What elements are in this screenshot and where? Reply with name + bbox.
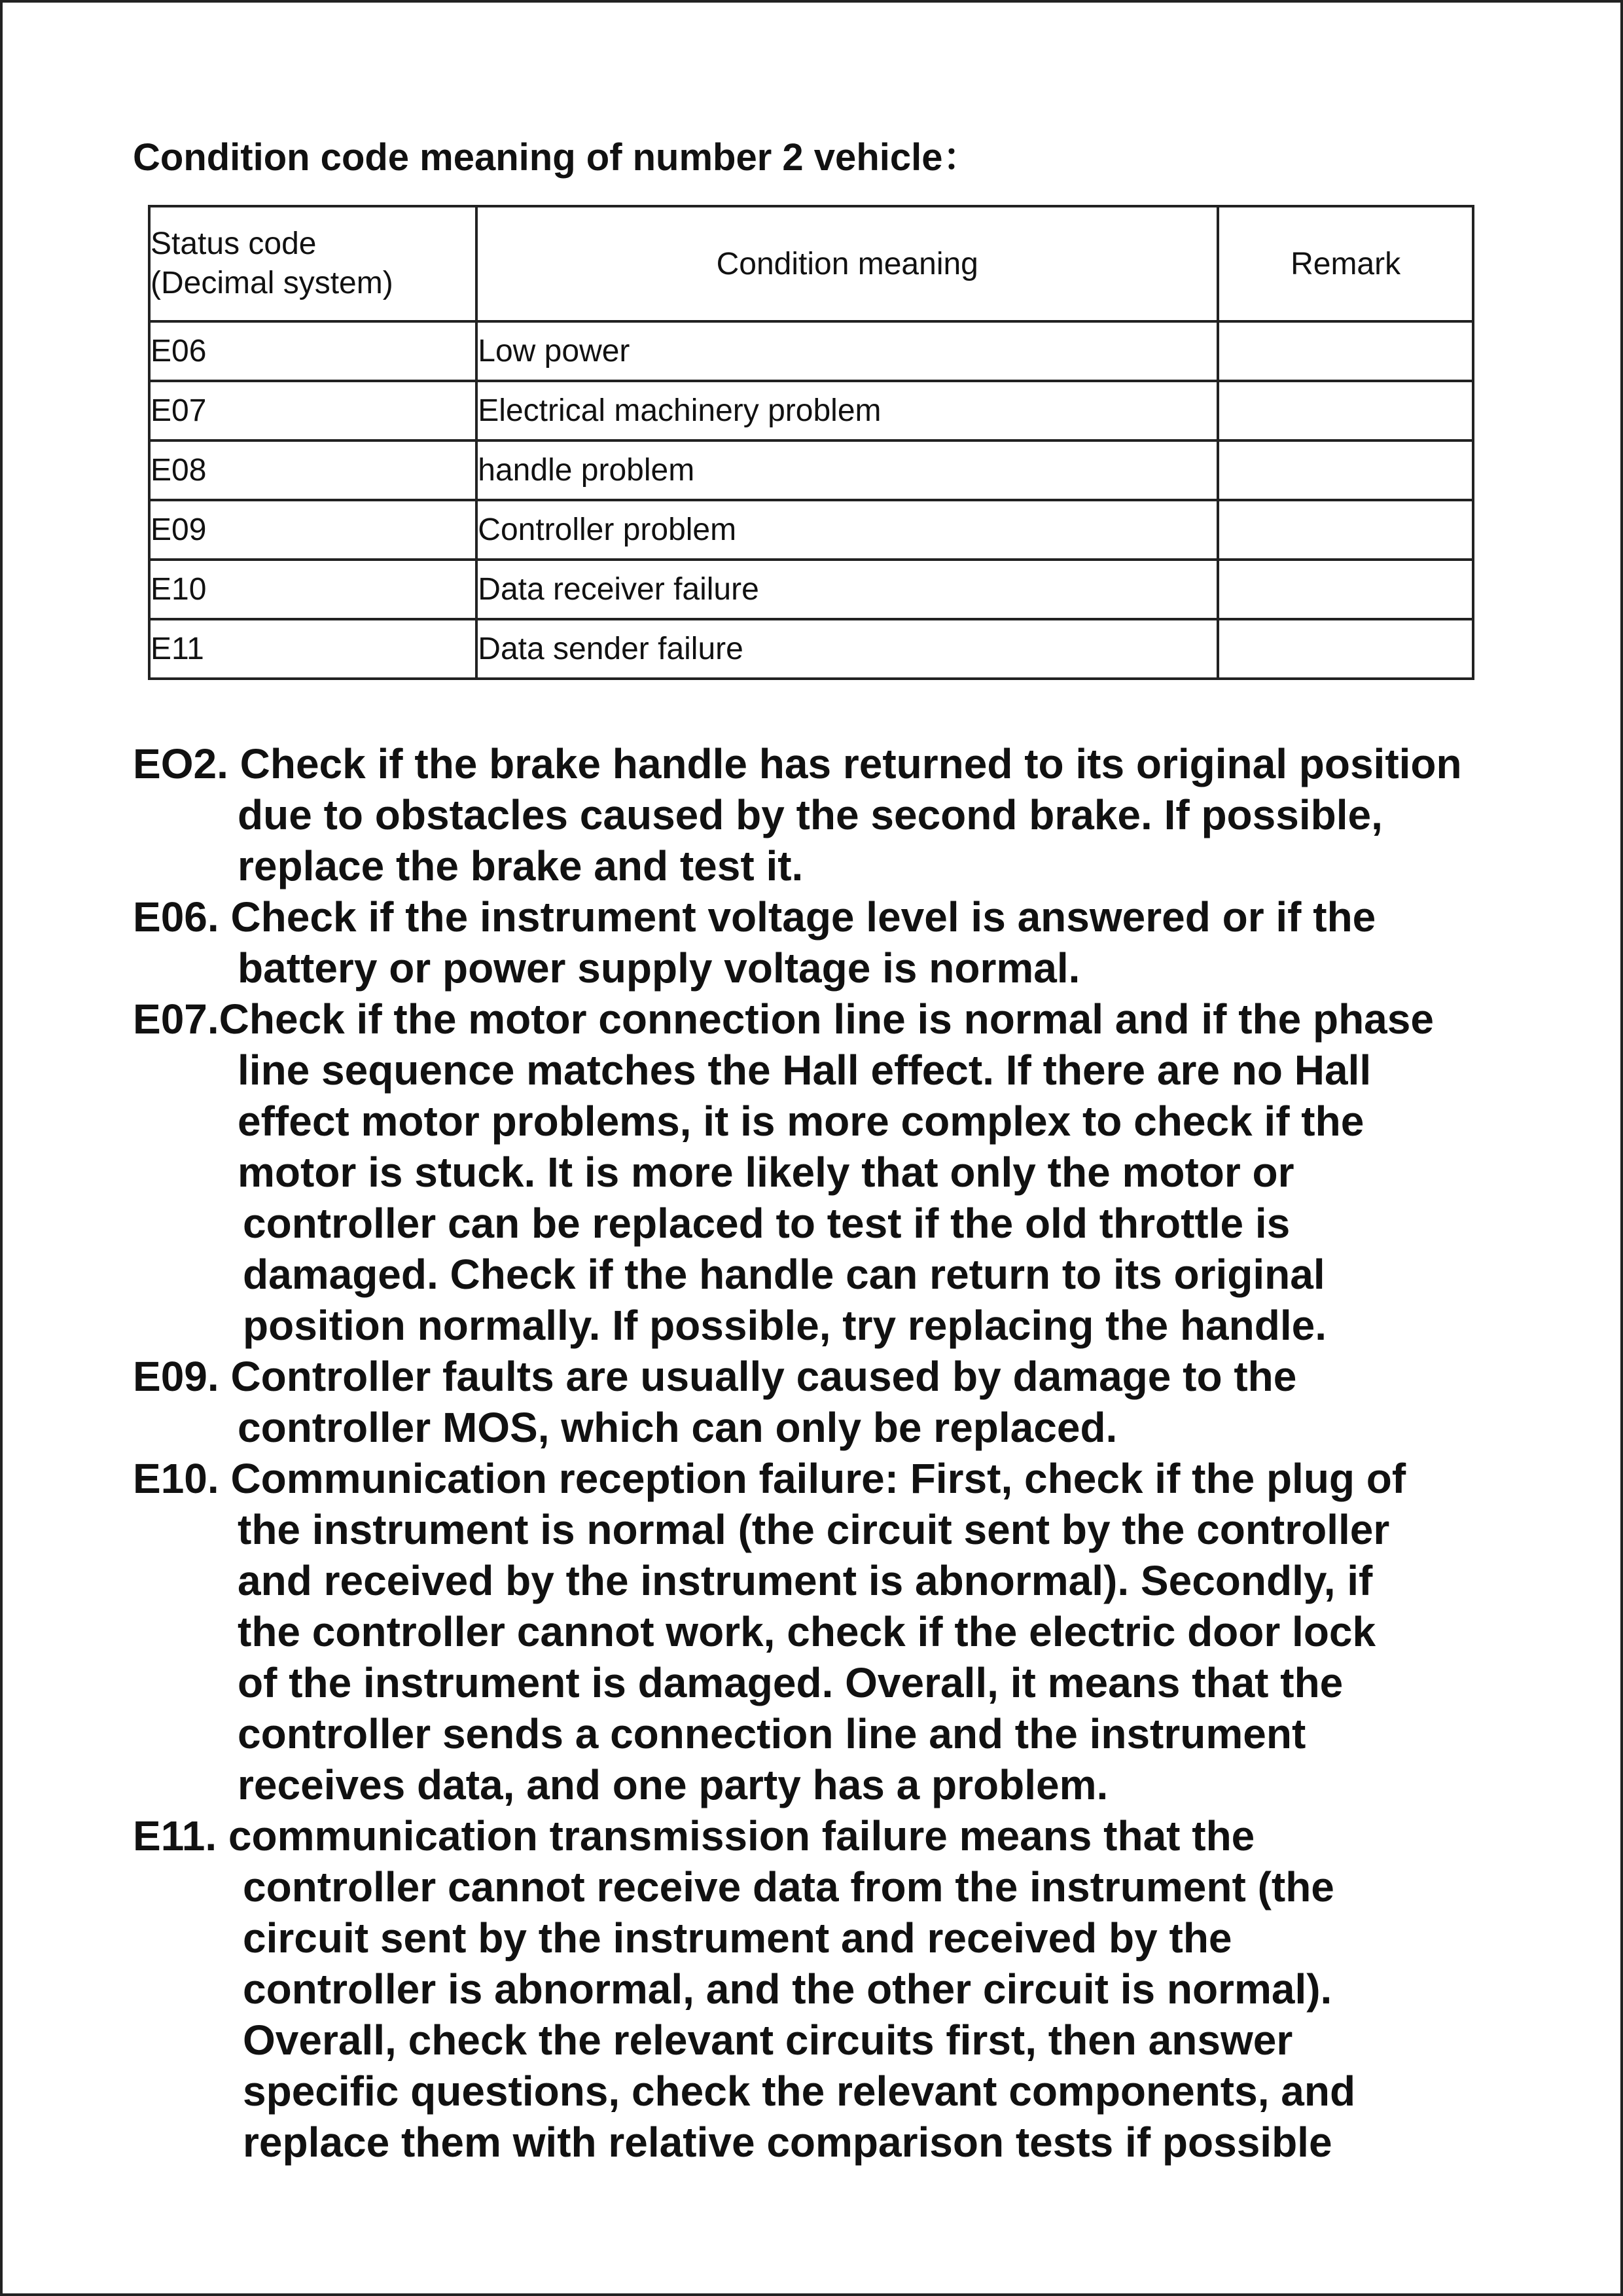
note-line: E09. Controller faults are usually caused by damage to the (133, 1353, 1297, 1400)
row-meaning: Data receiver failure (476, 560, 1218, 619)
note-e06 (133, 891, 1507, 994)
note-line: controller can be replaced to test if the old throttle is (243, 1200, 1291, 1247)
note-line: line sequence matches the Hall effect. If there are no Hall (238, 1047, 1372, 1094)
note-line: E06. Check if the instrument voltage level is answered or if the (133, 893, 1376, 941)
note-e10 (133, 1453, 1507, 1810)
table-header-row (149, 206, 1473, 321)
row-remark (1218, 321, 1473, 381)
row-remark (1218, 381, 1473, 440)
note-e02 (133, 738, 1507, 891)
note-e11 (133, 1810, 1507, 2168)
note-line: of the instrument is damaged. Overall, it means that the (238, 1659, 1344, 1706)
table-row (149, 321, 1473, 381)
table-row (149, 440, 1473, 500)
note-line: controller cannot receive data from the instrument (the (243, 1863, 1334, 1910)
note-line: receives data, and one party has a problem. (238, 1761, 1109, 1808)
row-code: E11 (149, 619, 476, 679)
note-line: motor is stuck. It is more likely that only the motor or (238, 1149, 1294, 1196)
table-row (149, 500, 1473, 560)
row-remark (1218, 619, 1473, 679)
note-e09 (133, 1351, 1507, 1453)
row-code: E08 (149, 440, 476, 500)
row-remark (1218, 440, 1473, 500)
note-line: the instrument is normal (the circuit sent by the controller (238, 1506, 1390, 1553)
note-line: controller MOS, which can only be replaced. (238, 1404, 1118, 1451)
note-line: replace them with relative comparison tests if possible (243, 2119, 1332, 2166)
row-meaning: Data sender failure (476, 619, 1218, 679)
troubleshooting-notes (133, 738, 1507, 2168)
note-line: E11. communication transmission failure means that the (133, 1812, 1255, 1859)
note-e07 (133, 994, 1507, 1351)
header-status-code (149, 206, 476, 321)
note-line: due to obstacles caused by the second brake. If possible, (238, 791, 1383, 838)
note-line: effect motor problems, it is more complex to check if the (238, 1098, 1364, 1145)
note-line: the controller cannot work, check if the electric door lock (238, 1608, 1376, 1655)
row-remark (1218, 500, 1473, 560)
header-remark: Remark (1218, 206, 1473, 321)
row-code: E10 (149, 560, 476, 619)
note-line: and received by the instrument is abnormal). Secondly, if (238, 1557, 1373, 1604)
header-status-code-line2: (Decimal system) (151, 266, 393, 300)
note-line: controller is abnormal, and the other circuit is normal). (243, 1965, 1332, 2013)
row-code: E09 (149, 500, 476, 560)
table-row (149, 560, 1473, 619)
row-meaning: Electrical machinery problem (476, 381, 1218, 440)
note-line: circuit sent by the instrument and received by the (243, 1914, 1232, 1962)
row-remark (1218, 560, 1473, 619)
table-row (149, 381, 1473, 440)
note-line: EO2. Check if the brake handle has returned to its original position (133, 740, 1462, 787)
header-condition-meaning: Condition meaning (476, 206, 1218, 321)
row-meaning: Low power (476, 321, 1218, 381)
note-line: controller sends a connection line and the instrument (238, 1710, 1306, 1757)
status-code-table (148, 205, 1474, 680)
table-row (149, 619, 1473, 679)
note-line: position normally. If possible, try replacing the handle. (243, 1302, 1327, 1349)
note-line: specific questions, check the relevant components, and (243, 2068, 1356, 2115)
note-line: damaged. Check if the handle can return to its original (243, 1251, 1325, 1298)
row-code: E07 (149, 381, 476, 440)
row-meaning: Controller problem (476, 500, 1218, 560)
document-title: Condition code meaning of number 2 vehicle： (133, 136, 981, 179)
header-status-code-line1: Status code (151, 226, 317, 261)
row-code: E06 (149, 321, 476, 381)
row-meaning: handle problem (476, 440, 1218, 500)
note-line: Overall, check the relevant circuits first, then answer (243, 2017, 1293, 2064)
note-line: E10. Communication reception failure: First, check if the plug of (133, 1455, 1406, 1502)
note-line: battery or power supply voltage is normal. (238, 944, 1080, 992)
note-line: E07.Check if the motor connection line is normal and if the phase (133, 996, 1434, 1043)
note-line: replace the brake and test it. (238, 842, 804, 889)
